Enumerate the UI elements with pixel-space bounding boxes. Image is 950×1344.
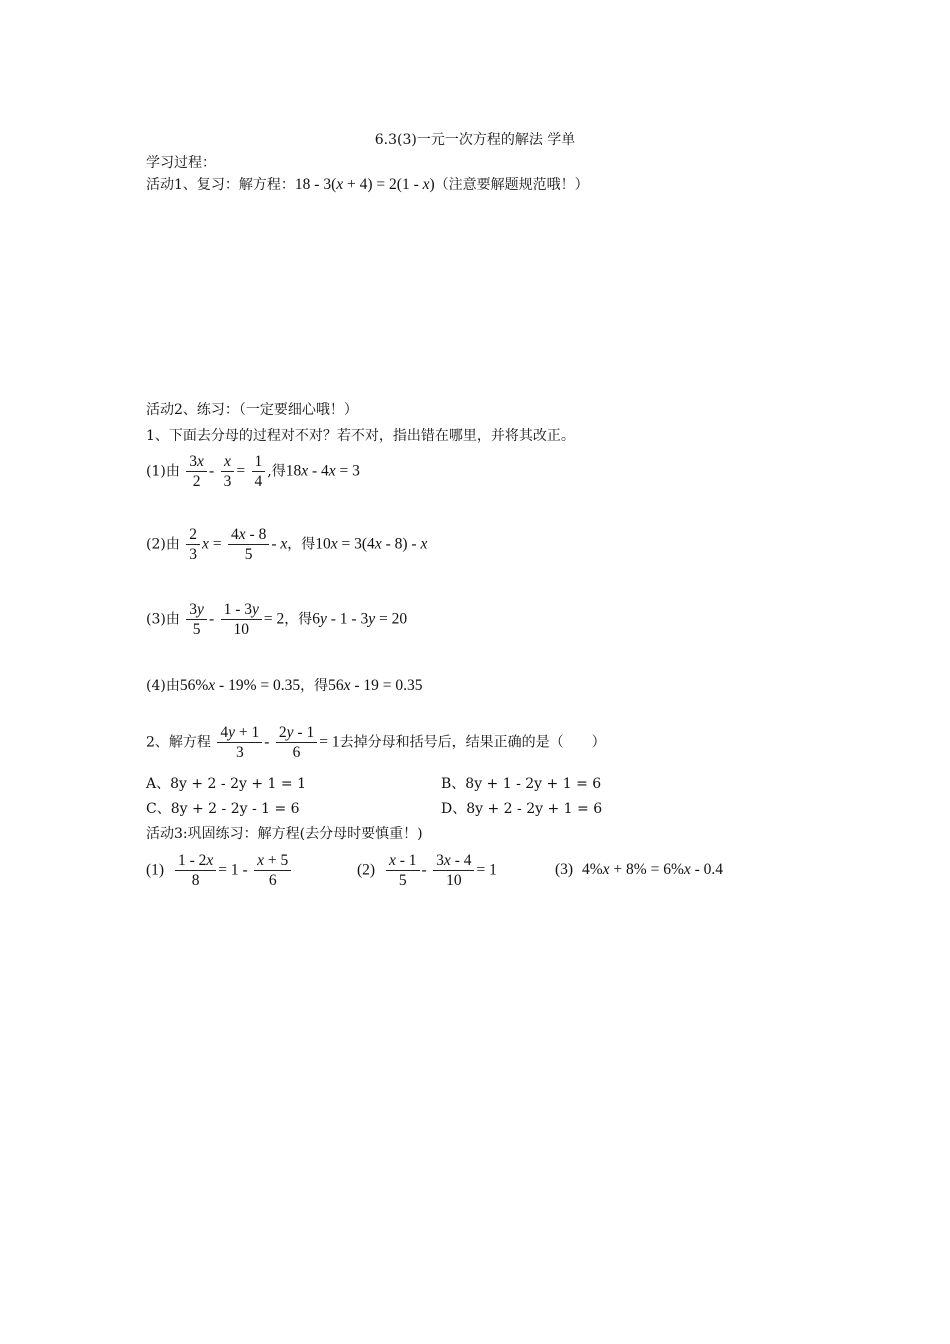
- fraction: $\frac{1 - 2x}{8}$: [175, 851, 216, 890]
- fraction: $\frac{4x - 8}{5}$: [228, 525, 269, 564]
- item4-label: (4)由: [146, 678, 180, 694]
- q2-line: 2、解方程 $\frac{4y + 1}{3}$ - $\frac{2y - 1}{6}$ = 1去掉分母和括号后，结果正确的是（ ）: [146, 724, 606, 761]
- fraction: $\frac{4y + 1}{3}$: [217, 723, 262, 762]
- page-title: 6.3(3)一元一次方程的解法 学单: [374, 132, 576, 148]
- item1-result: 18x - 4x = 3: [285, 462, 360, 480]
- activity1-line: [146, 176, 589, 194]
- item2-result-prefix: ，得: [287, 536, 316, 553]
- q1-item-1: (1)由 $\frac{3x}{2}$ - $\frac{x}{3}$ = $\frac{1}{4}$ ,得18x - 4x = 3: [146, 453, 360, 490]
- item4-equation: 56%x - 19% = 0.35: [179, 677, 301, 694]
- item4-result: 56x - 19 = 0.35: [328, 677, 423, 694]
- activity1-note: （注意要解题规范哦！）: [434, 177, 589, 193]
- fraction: $\frac{1}{4}$: [252, 452, 266, 491]
- option-d: D、8y + 2 - 2y + 1 = 6: [441, 801, 603, 817]
- q1-item-2: (2)由 $\frac{2}{3}$ x = $\frac{4x - 8}{5}$ - x，得10x = 3(4x - 8) - x: [146, 526, 428, 563]
- fraction: $\frac{3x - 4}{10}$: [433, 851, 474, 890]
- q2-suffix: 去掉分母和括号后，结果正确的是（ ）: [339, 734, 606, 751]
- fraction: $\frac{3y}{5}$: [186, 600, 207, 639]
- option-a: A、8y + 2 - 2y + 1 = 1: [146, 776, 306, 792]
- item3-label: (3)由: [146, 611, 180, 628]
- fraction: $\frac{2y - 1}{6}$: [276, 723, 317, 762]
- item1-result-prefix: ,得: [267, 463, 286, 480]
- item2-result: 10x = 3(4x - 8) - x: [315, 535, 428, 553]
- fraction: $\frac{x - 1}{5}$: [386, 851, 420, 890]
- fraction: $\frac{2}{3}$: [186, 525, 200, 564]
- eq1-label: (1): [146, 861, 165, 879]
- item2-label: (2)由: [146, 536, 180, 553]
- fraction: $\frac{3x}{2}$: [186, 452, 207, 491]
- option-c: C、8y + 2 - 2y - 1 = 6: [146, 801, 300, 817]
- activity1-prefix: 活动1、复习：解方程：: [146, 177, 295, 193]
- item3-result: 6y - 1 - 3y = 20: [312, 610, 408, 628]
- activity3-eq1: (1) $\frac{1 - 2x}{8}$ = 1 - $\frac{x + 5}{6}$: [146, 851, 293, 890]
- q1-item-4: [146, 675, 423, 695]
- activity3-heading: 活动3:巩固练习：解方程(去分母时要慎重！): [146, 826, 423, 842]
- eq2-label: (2): [357, 861, 376, 879]
- activity3-eq2: (2) $\frac{x - 1}{5}$ - $\frac{3x - 4}{10}$ = 1: [357, 852, 497, 889]
- q1-prompt: 1、下面去分母的过程对不对？若不对，指出错在哪里，并将其改正。: [146, 428, 575, 444]
- process-label: 学习过程：: [146, 155, 216, 171]
- item4-result-prefix: ，得: [300, 678, 329, 694]
- q2-prompt: 2、解方程: [146, 734, 211, 751]
- eq3-label: (3): [555, 861, 574, 878]
- item1-label: (1)由: [146, 463, 180, 480]
- fraction: $\frac{x + 5}{6}$: [254, 851, 291, 890]
- item3-result-prefix: ，得: [284, 611, 313, 628]
- option-b: B、8y + 1 - 2y + 1 = 6: [441, 776, 602, 792]
- activity1-equation: 18 - 3(x + 4) = 2(1 - x): [294, 176, 435, 193]
- fraction: $\frac{x}{3}$: [221, 452, 235, 491]
- activity3-eq3: [555, 861, 723, 879]
- activity2-heading: 活动2、练习：（一定要细心哦！）: [146, 402, 358, 418]
- q1-item-3: (3)由 $\frac{3y}{5}$ - $\frac{1 - 3y}{10}$ = 2，得6y - 1 - 3y = 20: [146, 601, 408, 638]
- eq3-equation: 4%x + 8% = 6%x - 0.4: [581, 861, 724, 878]
- fraction: $\frac{1 - 3y}{10}$: [221, 600, 262, 639]
